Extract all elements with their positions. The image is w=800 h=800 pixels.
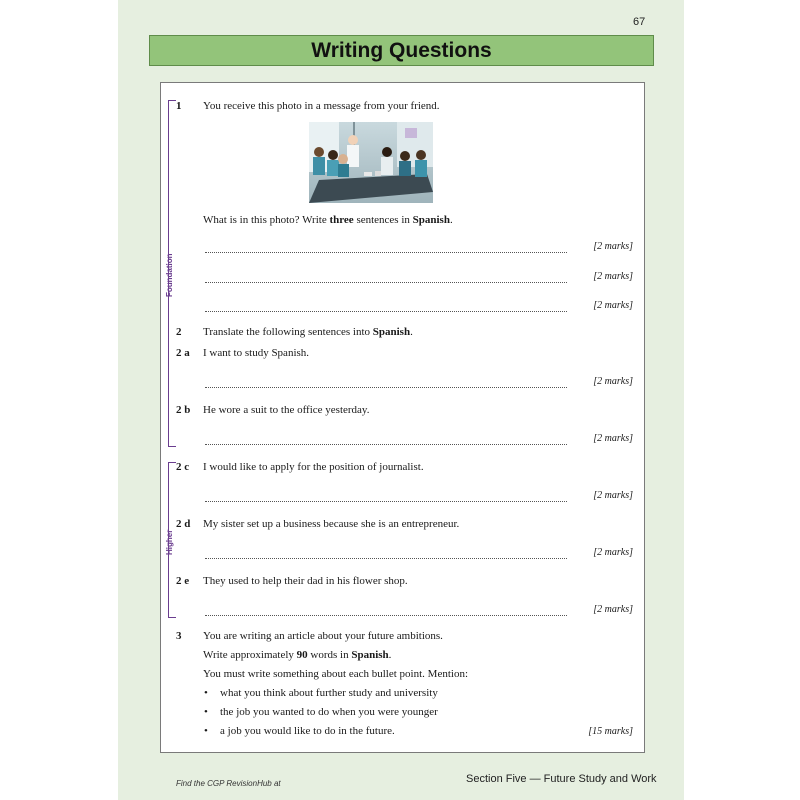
bullet-dot: •	[204, 687, 208, 699]
question-2b-number: 2 b	[176, 404, 191, 416]
question-2c-text: I would like to apply for the position of journalist.	[203, 461, 424, 473]
language-emphasis: Spanish	[351, 649, 389, 661]
answer-line[interactable]	[205, 252, 567, 253]
marks-label: [2 marks]	[593, 300, 633, 311]
footer-revisionhub-text: Find the CGP RevisionHub at	[176, 779, 281, 788]
answer-line[interactable]	[205, 501, 567, 502]
marks-label: [15 marks]	[588, 726, 633, 737]
question-2a-number: 2 a	[176, 347, 190, 359]
foundation-label: Foundation	[165, 253, 174, 297]
bullet-item: the job you wanted to do when you were younger	[220, 706, 438, 718]
bullet-dot: •	[204, 725, 208, 737]
meeting-photo	[309, 122, 433, 203]
intro-text: Translate the following sentences into	[203, 326, 373, 338]
marks-label: [2 marks]	[593, 271, 633, 282]
bullet-dot: •	[204, 706, 208, 718]
footer-section-title: Section Five — Future Study and Work	[466, 773, 657, 785]
prompt-emphasis-language: Spanish	[412, 214, 450, 226]
bullet-item: a job you would like to do in the future.	[220, 725, 395, 737]
question-1-number: 1	[176, 100, 182, 112]
question-3-line-1: You are writing an article about your future ambitions.	[203, 630, 443, 642]
bullet-item: what you think about further study and university	[220, 687, 438, 699]
question-2e-text: They used to help their dad in his flower shop.	[203, 575, 408, 587]
question-2c-number: 2 c	[176, 461, 190, 473]
marks-label: [2 marks]	[593, 376, 633, 387]
answer-line[interactable]	[205, 311, 567, 312]
question-2-intro	[203, 326, 413, 338]
prompt-text: What is in this photo? Write	[203, 214, 330, 226]
line-text: Write approximately	[203, 649, 297, 661]
answer-line[interactable]	[205, 615, 567, 616]
line-text: words in	[307, 649, 352, 661]
question-2d-text: My sister set up a business because she is an entrepreneur.	[203, 518, 460, 530]
word-count: 90	[296, 649, 308, 661]
question-3-line-2	[203, 649, 391, 661]
question-1-prompt	[203, 214, 453, 226]
intro-emphasis-language: Spanish	[372, 326, 411, 338]
answer-line[interactable]	[205, 387, 567, 388]
prompt-text: sentences in	[353, 214, 413, 226]
question-3-number: 3	[176, 630, 182, 642]
answer-line[interactable]	[205, 558, 567, 559]
answer-line[interactable]	[205, 444, 567, 445]
question-1-intro: You receive this photo in a message from your friend.	[203, 100, 440, 112]
prompt-emphasis-count: three	[329, 214, 354, 226]
page-number: 67	[633, 16, 646, 28]
marks-label: [2 marks]	[593, 241, 633, 252]
question-2e-number: 2 e	[176, 575, 190, 587]
prompt-text: .	[449, 214, 453, 226]
marks-label: [2 marks]	[593, 433, 633, 444]
answer-line[interactable]	[205, 282, 567, 283]
line-text: .	[388, 649, 392, 661]
marks-label: [2 marks]	[593, 490, 633, 501]
question-2d-number: 2 d	[176, 518, 191, 530]
question-2-number: 2	[176, 326, 182, 338]
higher-label: Higher	[165, 529, 174, 555]
question-2b-text: He wore a suit to the office yesterday.	[203, 404, 370, 416]
question-3-line-3: You must write something about each bullet point. Mention:	[203, 668, 468, 680]
marks-label: [2 marks]	[593, 604, 633, 615]
page-title: Writing Questions	[149, 35, 654, 66]
marks-label: [2 marks]	[593, 547, 633, 558]
intro-text: .	[410, 326, 413, 338]
question-2a-text: I want to study Spanish.	[203, 347, 310, 359]
